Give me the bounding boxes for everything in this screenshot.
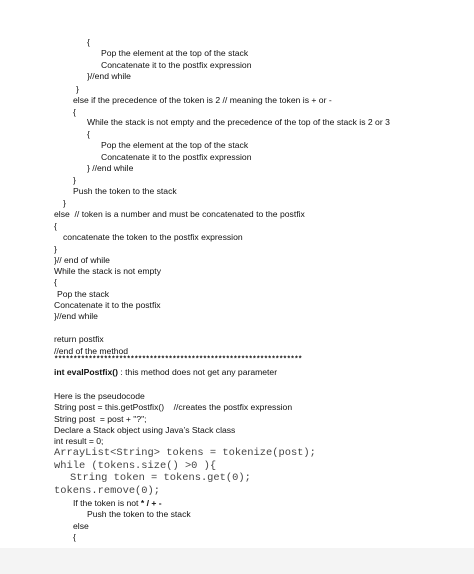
text-line — [73, 498, 162, 509]
text-line: }//end while — [87, 71, 131, 81]
text-line: else if the precedence of the token is 2 // meaning the token is + or - — [73, 95, 332, 105]
text-line: } — [76, 84, 79, 94]
text-line: }// end of while — [54, 255, 110, 265]
text-line: Pop the stack — [57, 289, 110, 299]
text-line: String post = post + "?"; — [54, 414, 147, 424]
text-line: Concatenate it to the postfix expression — [101, 60, 252, 70]
operator-line-prefix: If the token is not — [73, 498, 141, 508]
text-line: return postfix — [54, 334, 104, 344]
method-signature — [54, 367, 277, 378]
text-line: { — [87, 37, 90, 47]
method-name: int evalPostfix() — [54, 367, 118, 377]
text-line: concatenate the token to the postfix expression — [63, 232, 243, 242]
text-line: { — [87, 129, 90, 139]
text-line: { — [54, 221, 57, 231]
text-line: Push the token to the stack — [73, 186, 177, 196]
text-line: While the stack is not empty — [54, 266, 161, 276]
code-line: String token = tokens.get(0); — [70, 472, 251, 484]
separator-stars: ***************************************************************** — [54, 356, 302, 364]
text-line: } — [63, 198, 66, 208]
method-description: : this method does not get any parameter — [118, 367, 278, 377]
text-line: } — [73, 175, 76, 185]
text-line: else — [73, 521, 89, 531]
text-line: Pop the element at the top of the stack — [101, 48, 249, 58]
text-line: int result = 0; — [54, 436, 104, 446]
text-line: }//end while — [54, 311, 98, 321]
code-line: while (tokens.size() >0 ){ — [54, 460, 217, 472]
text-line: else // token is a number and must be concatenated to the postfix — [54, 209, 305, 219]
code-line: ArrayList<String> tokens = tokenize(post); — [54, 447, 316, 459]
page-bottom-band — [0, 548, 474, 574]
text-line: String post = this.getPostfix() //creates the postfix expression — [54, 402, 293, 412]
text-line: Declare a Stack object using Java’s Stack class — [54, 425, 236, 435]
text-line: } — [54, 244, 57, 254]
text-line: Pop the element at the top of the stack — [101, 140, 249, 150]
operator-list: * / + - — [140, 498, 162, 508]
text-line: Here is the pseudocode — [54, 391, 145, 401]
text-line: { — [73, 107, 76, 117]
code-line: tokens.remove(0); — [54, 485, 161, 497]
text-line: While the stack is not empty and the precedence of the top of the stack is 2 or 3 — [87, 117, 390, 127]
text-line: } //end while — [87, 163, 134, 173]
text-line: Concatenate it to the postfix — [54, 300, 161, 310]
text-line: { — [54, 277, 57, 287]
text-line: Concatenate it to the postfix expression — [101, 152, 252, 162]
text-line: Push the token to the stack — [87, 509, 191, 519]
text-line: //end of the method — [54, 346, 129, 356]
text-line: { — [73, 532, 76, 542]
